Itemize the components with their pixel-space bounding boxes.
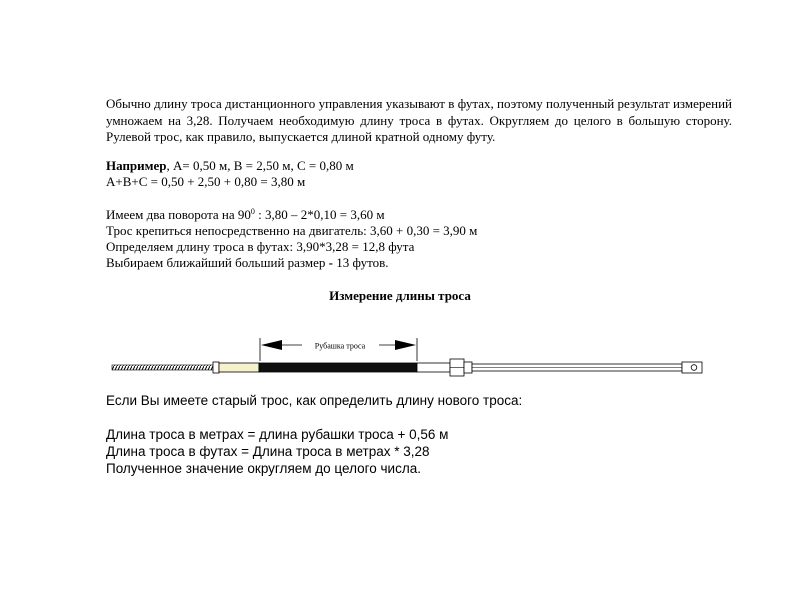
feet-line: Определяем длину троса в футах: 3,90*3,28 = 12,8 фута xyxy=(106,239,415,254)
engine-line: Трос крепиться непосредственно на двигатель: 3,60 + 0,30 = 3,90 м xyxy=(106,223,478,238)
cable-diagram xyxy=(0,330,800,390)
turns-degree: 0 xyxy=(250,207,255,216)
dimension-arrow-right xyxy=(395,340,416,350)
hex-nut-collar xyxy=(464,362,472,373)
meters-formula: Длина троса в метрах = длина рубашки троса + 0,56 м xyxy=(106,427,449,442)
turns-prefix: Имеем два поворота на 90 xyxy=(106,207,251,222)
example-label: Например xyxy=(106,158,167,173)
feet-formula: Длина троса в футах = Длина троса в метрах * 3,28 xyxy=(106,444,430,459)
turns-line xyxy=(106,207,385,223)
example-sum: A+B+C = 0,50 + 2,50 + 0,80 = 3,80 м xyxy=(106,174,306,189)
example-values: , A= 0,50 м, B = 2,50 м, C = 0,80 м xyxy=(166,158,354,173)
choose-dash: - xyxy=(328,255,333,270)
rod-eye-hole xyxy=(691,365,697,371)
old-cable-question: Если Вы имеете старый трос, как определить длину нового троса: xyxy=(106,393,523,408)
cable-jacket xyxy=(259,363,417,372)
example-line xyxy=(106,158,354,174)
rod-nut xyxy=(213,362,219,373)
dimension-arrow-left xyxy=(261,340,282,350)
section-heading: Измерение длины троса xyxy=(329,288,471,303)
choose-line xyxy=(106,255,388,271)
jacket-label: Рубашка троса xyxy=(314,341,366,351)
intro-paragraph: Обычно длину троса дистанционного управления указывают в футах, поэтому полученный результат измерений умножаем на 3,28. Получаем необходимую длину троса в футах. Округляем до целого в большую сторону. Рулевой трос, как правило, выпускается длиной кратной одному футу. xyxy=(106,96,732,144)
round-note: Полученное значение округляем до целого числа. xyxy=(106,461,421,476)
choose-suffix: 13 футов. xyxy=(332,255,389,270)
end-sleeve xyxy=(219,363,259,372)
turns-suffix: : 3,80 – 2*0,10 = 3,60 м xyxy=(254,207,385,222)
choose-prefix: Выбираем ближайший больший размер xyxy=(106,255,329,270)
threaded-rod xyxy=(112,365,214,370)
tube-section xyxy=(417,363,450,372)
